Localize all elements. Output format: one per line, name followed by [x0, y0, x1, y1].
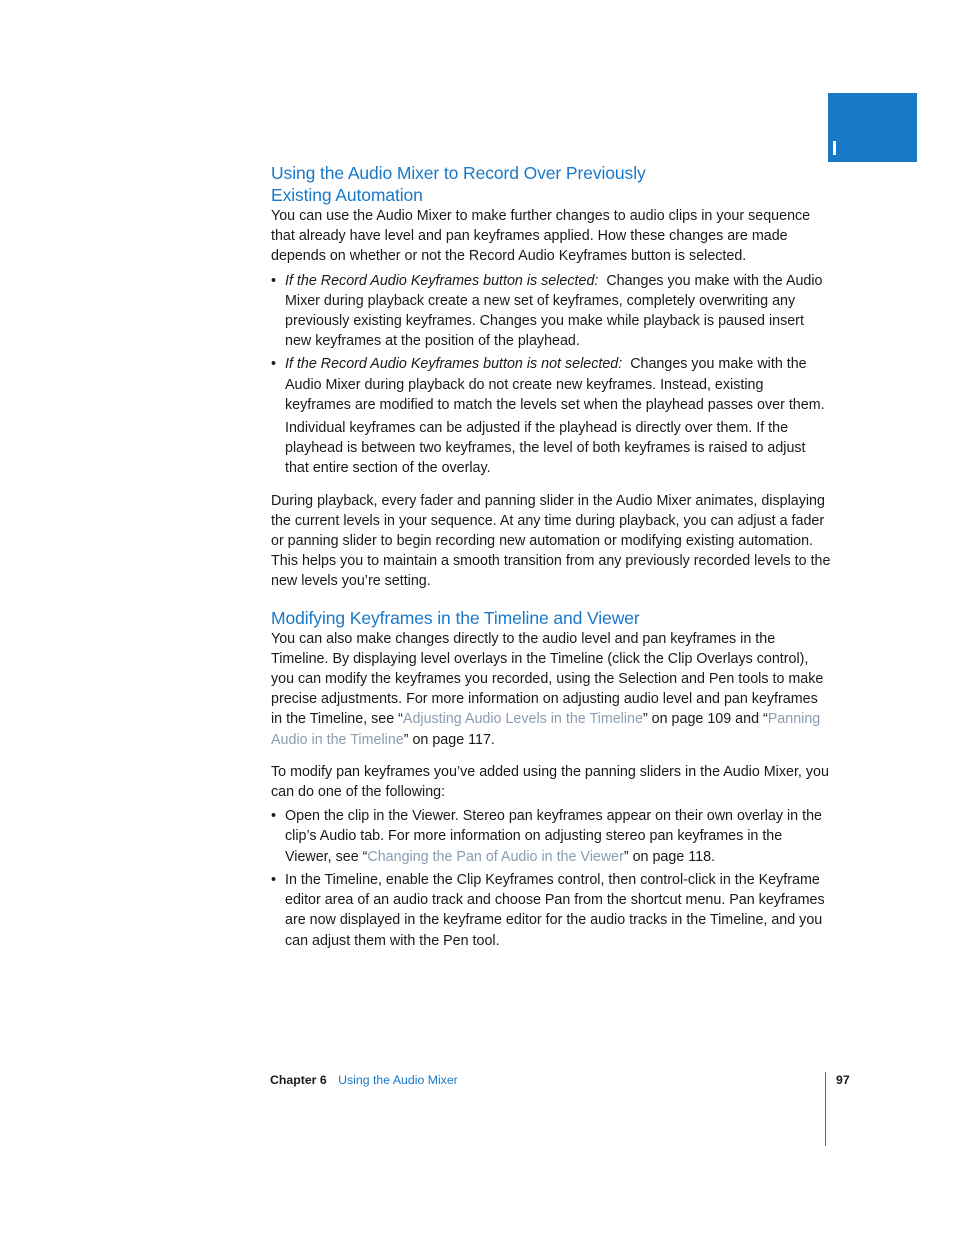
intro-paragraph: You can use the Audio Mixer to make further changes to audio clips in your sequence that already have level and pan keyframes applied. How these changes are made depends on whether or not the Record Audio Keyframes button is selected. [271, 208, 811, 265]
footer-divider [825, 1072, 826, 1146]
chapter-tab-mark [833, 141, 836, 155]
heading-line-2: Existing Automation [271, 185, 423, 205]
bullet-text: In the Timeline, enable the Clip Keyframes control, then control-click in the Keyframe editor area of an audio track and choose Pan from the shortcut menu. Pan keyframes are now displayed in the keyframe editor for the audio tracks in the Timeline, and you can adjust them with the Pen tool. [285, 871, 825, 949]
text-run: ” on page 109 and “ [642, 711, 768, 728]
playback-paragraph: During playback, every fader and panning slider in the Audio Mixer animates, displaying the current levels in your sequence. At any time during playback, you can adjust a fader or panning slider to begin recording new automation or modifying existing automation. This helps you to maintain a smooth transition from any previously recorded levels to the new levels you’re setting. [271, 492, 831, 590]
bullet-marker: • [271, 356, 277, 373]
timeline-paragraph [271, 629, 831, 750]
text-run: You can also make changes directly to the audio level and pan keyframes in the Timeline. By displaying level overlays in the Timeline (click the Clip Overlays control), you can modify the keyframes you recorded, using the Selection and Pen tools to make precise adjustments. For more information on adjusting audio level and pan keyframes in the Timeline, see “ [271, 630, 824, 728]
modify-options-list [271, 806, 831, 950]
page-number: 97 [836, 1073, 850, 1087]
bullet-sub-paragraph: Individual keyframes can be adjusted if the playhead is directly over them. If the playhead is between two keyframes, the level of both keyframes is raised to adjust that entire section of the overlay. [285, 420, 806, 477]
text-run: Open the clip in the Viewer. Stereo pan keyframes appear on their own overlay in the clip’s Audio tab. For more information on adjusting stereo pan keyframes in the Viewer, see “ [285, 808, 822, 865]
page-content [271, 162, 831, 954]
list-item [271, 806, 831, 867]
bullet-marker: • [271, 808, 277, 825]
xref-adjusting-audio-levels[interactable]: Adjusting Audio Levels in the Timeline [402, 711, 643, 728]
bullet-lead: If the Record Audio Keyframes button is selected: [285, 272, 599, 289]
xref-panning-audio[interactable]: Panning Audio in the Timeline [271, 711, 821, 748]
section-heading-record-automation [271, 162, 831, 206]
page-footer [270, 1072, 458, 1088]
bullet-text: Changes you make with the Audio Mixer during playback create a new set of keyframes, completely overwriting any previously existing keyframes. Changes you make while playback is paused insert new keyframes at the position of the playhead. [285, 272, 823, 350]
bullet-text: Changes you make with the Audio Mixer during playback do not create new keyframes. Instead, existing keyframes are modified to match the levels set when the playhead passes over them. [285, 356, 825, 413]
text-run: ” on page 117. [403, 731, 495, 748]
list-item [271, 271, 831, 352]
section-heading-modifying-keyframes: Modifying Keyframes in the Timeline and Viewer [271, 607, 640, 628]
chapter-tab [828, 93, 917, 162]
record-options-list [271, 271, 831, 479]
heading-line-1: Using the Audio Mixer to Record Over Previously [271, 163, 646, 183]
bullet-marker: • [271, 272, 277, 289]
footer-chapter: Chapter 6 [270, 1073, 327, 1087]
footer-chapter-title[interactable]: Using the Audio Mixer [338, 1073, 458, 1087]
xref-changing-pan-viewer[interactable]: Changing the Pan of Audio in the Viewer [367, 848, 624, 865]
bullet-marker: • [271, 871, 277, 888]
modify-pan-paragraph: To modify pan keyframes you’ve added using the panning sliders in the Audio Mixer, you can do one of the following: [271, 763, 829, 801]
text-run: ” on page 118. [623, 848, 716, 865]
bullet-lead: If the Record Audio Keyframes button is not selected: [285, 356, 623, 373]
list-item [271, 870, 831, 951]
list-item [271, 354, 831, 478]
